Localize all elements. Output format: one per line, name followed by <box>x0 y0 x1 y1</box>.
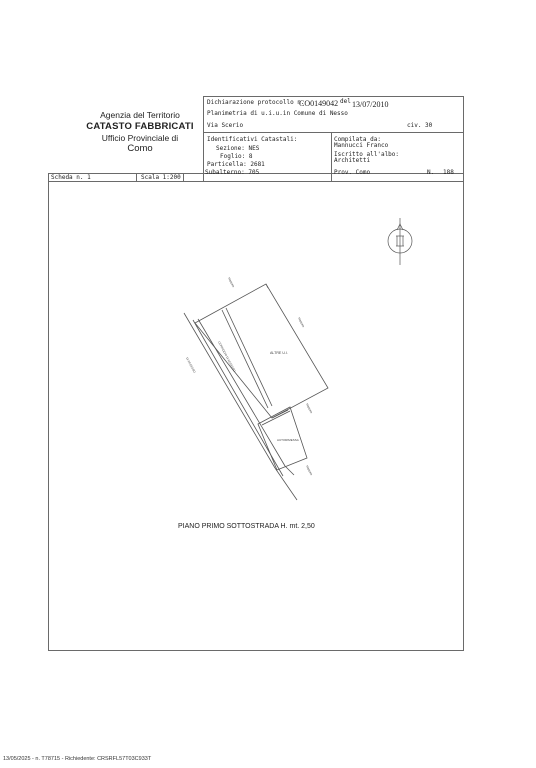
compiler-name: Mannucci Franco <box>334 142 389 149</box>
parcel-value: Particella: 2681 <box>207 161 265 168</box>
building-outline <box>195 284 328 418</box>
label-boundary-4: Mappale <box>305 464 314 476</box>
label-boundary-1: Mappale <box>227 276 236 288</box>
north-arrow-icon <box>388 218 412 265</box>
label-room: AUTORIMESSA <box>277 438 299 442</box>
corridor-outline <box>184 313 297 500</box>
province-value: Prov. Como <box>334 169 371 176</box>
scale-label: Scala 1:200 <box>141 174 181 181</box>
sheet-value: Foglio: 8 <box>220 153 253 160</box>
section-value: Sezione: NES <box>216 145 260 152</box>
protocol-number: CO0149042 <box>299 99 339 108</box>
address: Via Scerio <box>207 122 244 129</box>
label-road: DI ACCESSO <box>185 356 197 374</box>
declaration-label: Dichiarazione protocollo n. <box>207 99 305 106</box>
registry-value: Architetti <box>334 157 371 164</box>
scheda-label: Scheda n. 1 <box>51 174 91 181</box>
civic-number: civ. 30 <box>407 122 433 129</box>
agency-catasto: CATASTO FABBRICATI <box>86 120 194 132</box>
plan-caption: PIANO PRIMO SOTTOSTRADA H. mt. 2,50 <box>178 523 315 530</box>
compiler-title: Compilata da: <box>334 136 381 143</box>
date-value: 13/07/2010 <box>352 100 389 109</box>
date-label: del <box>340 98 351 105</box>
agency-office: Ufficio Provinciale di <box>101 132 179 143</box>
label-boundary-3: Mappale <box>305 402 314 414</box>
label-other-ui: ALTRE U.I. <box>270 351 288 355</box>
identifiers-title: Identificativi Catastali: <box>207 136 298 143</box>
number-value: 188 <box>443 169 454 176</box>
subunit-value: Subalterno: 705 <box>205 169 260 176</box>
footer-note: 13/05/2025 - n. T78715 - Richiedente: CRSRFL57T03C933T <box>3 756 152 762</box>
number-label: N. <box>427 169 435 176</box>
agency-city: Como <box>127 143 153 155</box>
agency-name: Agenzia del Territorio <box>100 110 180 120</box>
planimetry-label: Planimetria di u.i.u.in Comune di Nesso <box>207 110 348 117</box>
label-boundary-2: Mappale <box>297 316 306 328</box>
registered-label: Iscritto all'albo: <box>334 151 400 158</box>
label-corridor: CORRIDOIO DI ACCESSO <box>217 340 237 373</box>
